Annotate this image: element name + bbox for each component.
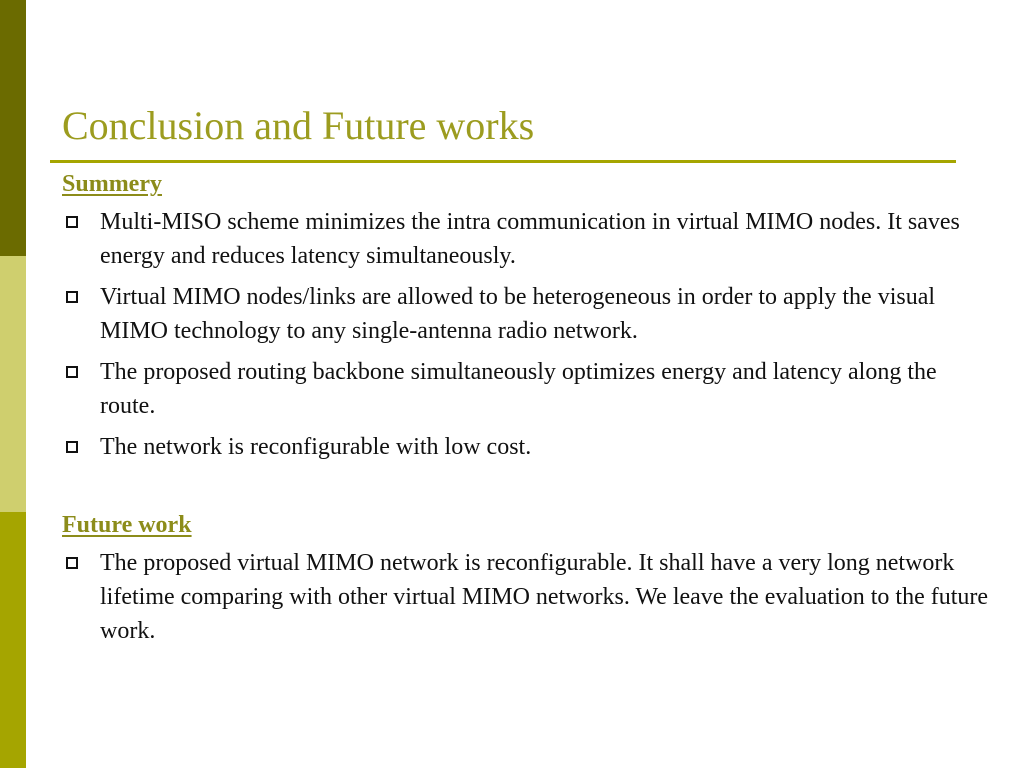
list-item: [62, 430, 992, 464]
bullet-text: Virtual MIMO nodes/links are allowed to be heterogeneous in order to apply the visual MIMO technology to any single-antenna radio network.: [100, 284, 936, 344]
bullet-text: Multi-MISO scheme minimizes the intra communication in virtual MIMO nodes. It saves energy and reduces latency simultaneously.: [100, 209, 960, 269]
section-spacer: [62, 471, 992, 508]
future-work-list: [62, 546, 992, 648]
side-bar-middle: [0, 256, 26, 512]
summary-heading: Summery: [62, 171, 162, 197]
list-item: [62, 546, 992, 648]
title-divider: [50, 160, 956, 163]
hollow-square-icon: [66, 216, 78, 228]
future-work-heading: Future work: [62, 512, 192, 538]
side-bar-bottom: [0, 512, 26, 768]
bullet-text: The proposed routing backbone simultaneously optimizes energy and latency along the route.: [100, 359, 937, 419]
hollow-square-icon: [66, 366, 78, 378]
bullet-text: The proposed virtual MIMO network is reconfigurable. It shall have a very long network lifetime comparing with other virtual MIMO networks. We leave the evaluation to the future work.: [100, 550, 989, 644]
hollow-square-icon: [66, 291, 78, 303]
slide-title: Conclusion and Future works: [62, 103, 535, 148]
side-bar-top: [0, 0, 26, 256]
hollow-square-icon: [66, 441, 78, 453]
slide-content: [62, 167, 992, 655]
list-item: [62, 205, 992, 273]
bullet-text: The network is reconfigurable with low cost.: [100, 434, 532, 460]
hollow-square-icon: [66, 557, 78, 569]
list-item: [62, 355, 992, 423]
summary-list: [62, 205, 992, 464]
list-item: [62, 280, 992, 348]
